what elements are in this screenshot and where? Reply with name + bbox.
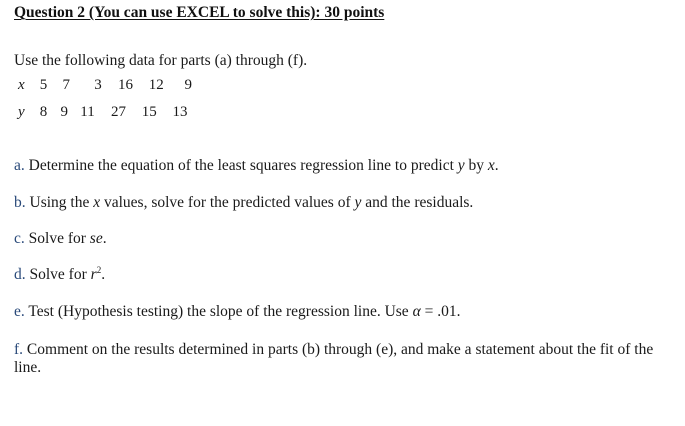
x-value: 9 xyxy=(184,77,192,93)
part-d xyxy=(14,266,654,284)
y-value: 9 xyxy=(60,104,68,120)
x-variable-label: x xyxy=(18,77,25,93)
part-letter: d. xyxy=(14,266,26,283)
y-variable-label: y xyxy=(18,104,25,120)
instructions-text: Use the following data for parts (a) through (f). xyxy=(14,52,308,69)
x-value: 5 xyxy=(39,77,48,93)
part-variable: r xyxy=(90,266,97,283)
y-value: 15 xyxy=(141,104,157,120)
part-text: and the residuals. xyxy=(361,194,474,211)
part-f xyxy=(14,341,654,377)
part-text: Using the xyxy=(29,194,94,211)
part-text: by xyxy=(464,157,488,174)
superscript: 2 xyxy=(96,264,102,275)
part-text: . xyxy=(102,230,107,247)
y-value: 8 xyxy=(39,104,48,120)
part-text: . xyxy=(494,157,499,174)
y-value: 11 xyxy=(80,104,95,120)
part-text: Determine the equation of the least squares regression line to predict xyxy=(28,157,458,174)
part-letter: a. xyxy=(14,157,25,174)
part-text: . xyxy=(101,266,106,283)
x-value: 16 xyxy=(118,77,133,93)
part-variable: se xyxy=(89,230,103,247)
y-data-row xyxy=(18,104,193,121)
part-text: Comment on the results determined in parts (b) through (e), and make a statement about the fit of the line. xyxy=(14,341,654,376)
part-text: values, solve for the predicted values of xyxy=(100,194,355,211)
part-letter: c. xyxy=(14,230,25,247)
x-value: 3 xyxy=(94,77,102,93)
part-c xyxy=(14,230,654,248)
y-value: 13 xyxy=(172,104,188,120)
part-text: = .01. xyxy=(420,303,461,320)
part-variable: x xyxy=(93,194,101,211)
x-value: 12 xyxy=(148,77,164,93)
part-variable: α xyxy=(412,303,421,320)
part-variable: y xyxy=(354,194,362,211)
part-b xyxy=(14,194,654,212)
part-text: Solve for xyxy=(29,266,91,283)
part-variable: y xyxy=(457,157,465,174)
part-variable: x xyxy=(487,157,495,174)
x-value: 7 xyxy=(62,77,70,93)
part-e xyxy=(14,303,654,321)
y-value: 27 xyxy=(111,104,126,120)
part-letter: b. xyxy=(14,194,26,211)
part-a xyxy=(14,157,654,175)
part-text: Solve for xyxy=(28,230,90,247)
part-letter: e. xyxy=(14,303,25,320)
x-data-row xyxy=(18,77,199,94)
part-text: Test (Hypothesis testing) the slope of the regression line. Use xyxy=(28,303,413,320)
part-letter: f. xyxy=(14,341,24,358)
question-heading: Question 2 (You can use EXCEL to solve this): 30 points xyxy=(14,4,385,21)
